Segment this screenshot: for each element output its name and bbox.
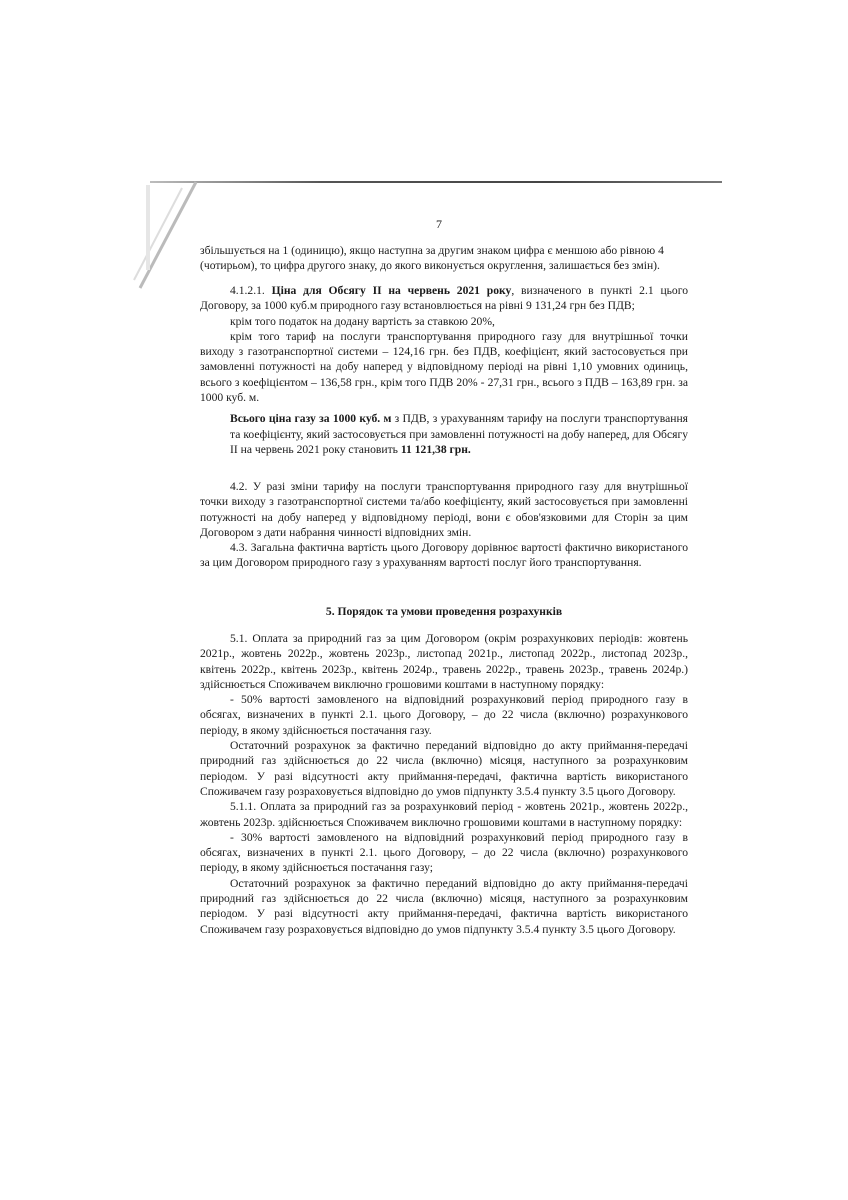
rounding-rule-continuation — [200, 243, 688, 274]
clause-5-1-1: 5.1.1. Оплата за природний газ за розрахунковий період - жовтень 2021р., жовтень 2022р., жовтень 2023р. здійснюється Споживачем виключно грошовими коштами в наступному порядку: — [200, 800, 688, 829]
page-number: 7 — [436, 217, 442, 231]
vat-paragraph: крім того податок на додану вартість за ставкою 20%, — [230, 314, 495, 328]
clause-5-1-1-advance-item: - 30% вартості замовленого на відповідний розрахунковий період природного газу в обсягах, визначених в пункті 2.1. цього Договору, – до 22 числа (включно) розрахункового періоду, в якому здійснюється постачання газу; — [200, 830, 688, 875]
text-line: (чотирьом), то цифра другого знаку, до якого виконується округлення, залишається без змін). — [200, 259, 660, 273]
clause-4-1-2-1-paragraph — [200, 283, 688, 314]
total-price-value: 11 121,38 грн. — [400, 442, 471, 456]
clauses-4-2-4-3 — [200, 479, 688, 571]
scan-edge-artifact — [118, 180, 208, 290]
section-5-body — [200, 631, 688, 937]
total-price-paragraph — [200, 411, 688, 457]
total-price-label: Всього ціна газу за 1000 куб. м — [230, 412, 392, 426]
clause-4-1-2-1 — [200, 283, 688, 457]
clause-5-1: 5.1. Оплата за природний газ за цим Договором (окрім розрахункових періодів: жовтень 2021р., жовтень 2022р., жовтень 2023р., листопад 2021р., листопад 2022р., листопад 2023р., квітень 2022р., квітень 2023р., квітень 2024р., травень 2022р., травень 2023р., травень 2024р.) здійснюється Споживачем виключно грошовими коштами в наступному порядку: — [200, 632, 688, 691]
total-price-text: з ПДВ, з урахуванням тарифу на послуги транспортування та коефіцієнту, який застосовується при замовленні потужності на добу наперед, для Обсягу II на червень 2021 року становить — [230, 412, 688, 456]
clause-text: , визначеного в пункті 2.1 цього Договору, за 1000 куб.м природного газу встановлюється на рівні 9 131,24 грн без ПДВ; — [200, 284, 688, 313]
section-5-heading: 5. Порядок та умови проведення розрахунків — [325, 605, 563, 618]
clause-4-2: 4.2. У разі зміни тарифу на послуги транспортування природного газу для внутрішньої точки виходу з газотранспортної системи та/або коефіцієнту, який застосовується при замовленні потужності на добу наперед у відповідному періоді, вони є обов'язковими для Сторін за цим Договором з дати набрання чинності відповідних змін. — [200, 480, 688, 539]
clause-title-bold: Ціна для Обсягу II на червень 2021 року — [271, 284, 512, 297]
clause-5-1-1-final-settlement: Остаточний розрахунок за фактично переданий відповідно до акту приймання-передачі природний газ здійснюється до 22 числа (включно) місяця, наступного за розрахунковим періодом. У разі відсутності акту приймання-передачі, фактична вартість використаного Споживачем газу розраховується відповідно до умов підпункту 3.5.4 пункту 3.5 цього Договору. — [200, 876, 688, 936]
tariff-paragraph: крім того тариф на послуги транспортування природного газу для внутрішньої точки виходу з газотранспортної системи – 124,16 грн. без ПДВ, коефіцієнт, який застосовується при замовленні потужності на добу наперед у відповідному періоді на рівні 1,10 умовних одиниць, всього з коефіцієнтом – 136,58 грн., крім того ПДВ 20% - 27,31 грн., всього з ПДВ – 163,89 грн. за 1000 куб. м. — [200, 329, 688, 405]
text-line: збільшується на 1 (одиницю), якщо наступна за другим знаком цифра є меншою або рівною 4 — [200, 244, 664, 257]
clause-number: 4.1.2.1. — [230, 284, 265, 297]
clause-5-1-final-settlement: Остаточний розрахунок за фактично переданий відповідно до акту приймання-передачі природний газ здійснюється до 22 числа (включно) місяця, наступного за розрахунковим періодом. У разі відсутності акту приймання-передачі, фактична вартість використаного Споживачем газу розраховується відповідно до умов підпункту 3.5.4 пункту 3.5 цього Договору. — [200, 739, 688, 798]
clause-5-1-advance-item: - 50% вартості замовленого на відповідний розрахунковий період природного газу в обсягах, визначених в пункті 2.1. цього Договору, – до 22 числа (включно) розрахункового періоду, в якому здійснюється постачання газу. — [200, 693, 688, 737]
scan-top-line — [150, 181, 722, 183]
clause-4-3: 4.3. Загальна фактична вартість цього Договору дорівнює вартості фактично використаного за цим Договором природного газу з урахуванням вартості послуг його транспортування. — [200, 541, 688, 570]
